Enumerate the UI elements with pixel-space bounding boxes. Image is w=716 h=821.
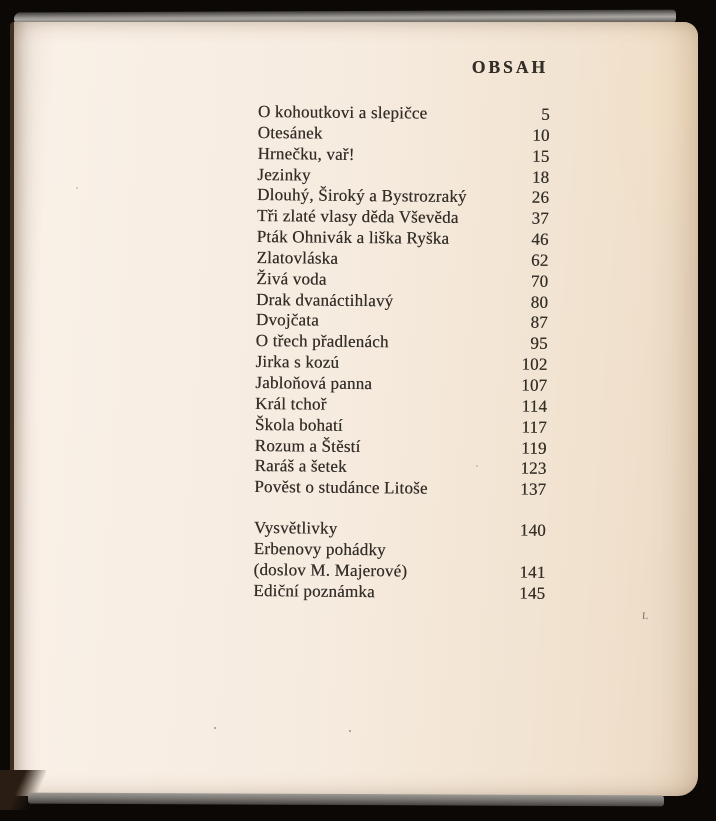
toc-entry-page: 107 [521, 375, 548, 395]
toc-entry-page: 119 [521, 438, 547, 458]
toc-row [257, 227, 549, 251]
toc-row [256, 269, 548, 293]
toc-entry-page: 46 [531, 229, 549, 249]
toc-entry-page: 95 [530, 333, 548, 354]
toc-appendix-list [253, 518, 546, 604]
dust-speck [76, 187, 78, 189]
toc-row [256, 248, 548, 272]
stray-print-mark: L [641, 610, 649, 623]
toc-entry-page: 15 [531, 146, 550, 166]
toc-entry-title: Živá voda [256, 268, 327, 289]
toc-entry-page: 87 [530, 313, 548, 333]
toc-row [255, 435, 547, 459]
toc-row [258, 123, 550, 147]
toc-entry-title: O kohoutkovi a slepičce [257, 102, 428, 123]
toc-entry-title: Otesánek [257, 122, 323, 143]
toc-entry-title: Ediční poznámka [253, 580, 375, 601]
toc-entry-title: Tři zlaté vlasy děda Vševěda [256, 206, 459, 228]
toc-entry-page: 62 [530, 250, 549, 270]
toc-entry-page: 80 [530, 292, 549, 312]
toc-entry-title: Hrnečku, vař! [257, 143, 355, 164]
toc-row [256, 310, 548, 334]
toc-row [257, 185, 549, 209]
toc-entry-title: Škola bohatí [254, 414, 343, 435]
toc-entry-title: Jirka s kozú [255, 352, 340, 372]
dust-speck [349, 730, 351, 732]
toc-entry-title: Erbenovy pohádky [253, 538, 386, 560]
toc-entry-title: (doslov M. Majerové) [253, 559, 408, 581]
toc-entry-page: 141 [519, 562, 546, 582]
toc-row [255, 394, 547, 418]
toc-entry-page: 102 [521, 354, 548, 374]
toc-entry-page: 70 [530, 271, 549, 291]
toc-entry-page: 26 [531, 188, 550, 208]
toc-row [258, 102, 550, 126]
toc-entry-title: Jezinky [257, 164, 311, 185]
toc-entry-page: 10 [532, 125, 550, 145]
toc-list [254, 102, 550, 501]
book-page [10, 22, 698, 796]
toc-row [257, 165, 549, 189]
toc-entry-page: 18 [531, 167, 550, 187]
toc-entry-page: 140 [519, 520, 546, 540]
toc-entry-title: Raráš a šetek [254, 456, 347, 477]
book-cover-corner [0, 770, 46, 810]
table-of-contents [253, 102, 550, 604]
toc-entry-page: 123 [520, 458, 547, 479]
toc-row [255, 352, 547, 376]
dust-speck [476, 465, 478, 467]
toc-entry-title: Vysvětlivky [253, 518, 338, 538]
page-title: OBSAH [471, 57, 548, 77]
toc-entry-page: 137 [520, 479, 547, 499]
toc-entry-title: Dvojčata [255, 310, 319, 331]
toc-row [253, 581, 545, 605]
toc-entry-page: 5 [541, 104, 550, 124]
toc-entry-title: Drak dvanáctihlavý [256, 289, 394, 310]
toc-row [255, 415, 547, 439]
toc-entry-title: Král tchoř [255, 393, 327, 414]
book-bottom-edge [28, 793, 664, 807]
toc-entry-page: 145 [519, 583, 546, 603]
toc-entry-title: Zlatovláska [256, 247, 339, 268]
toc-row [255, 373, 547, 397]
toc-entry-title: Rozum a Štěstí [254, 435, 361, 456]
toc-entry-title: Pověst o studánce Litoše [254, 477, 428, 498]
toc-row [254, 539, 546, 563]
toc-row [254, 456, 546, 480]
toc-row [256, 331, 548, 355]
toc-entry-page: 117 [521, 417, 547, 437]
toc-entry-title: Dlouhý, Široký a Bystrozraký [257, 185, 467, 207]
dust-speck [214, 727, 216, 729]
toc-row [253, 560, 545, 584]
toc-entry-page: 37 [531, 208, 549, 229]
toc-row [254, 477, 546, 501]
toc-entry-title: Jabloňová panna [255, 372, 373, 394]
toc-row [254, 518, 546, 542]
toc-row [257, 144, 549, 168]
toc-entry-page: 114 [521, 396, 548, 416]
toc-entry-title: Pták Ohnivák a liška Ryška [256, 227, 450, 248]
toc-row [257, 206, 549, 230]
toc-row [256, 290, 548, 314]
toc-entry-title: O třech přadlenách [255, 331, 389, 352]
